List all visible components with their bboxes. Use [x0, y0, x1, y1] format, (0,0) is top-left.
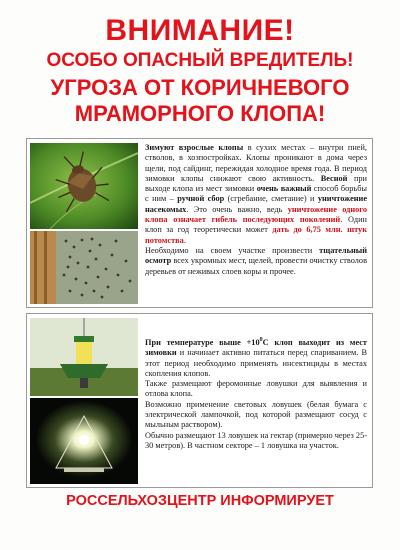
text-degree-sup: 0: [259, 337, 263, 344]
text-exit-wintering: С клоп выходит из мест зимовки: [145, 338, 367, 358]
light-trap-photo: [30, 398, 138, 484]
footer-informs: РОССЕЛЬХОЗЦЕНТР ИНФОРМИРУЕТ: [66, 493, 334, 509]
text-wintering-desc: в сухих местах – внутри пней, стволов, в хозпостройках. Клопы проникают в дома через щели, под сайдинг, пережидая холодное время года. В период зимовки клопы снижают свою активность.: [145, 143, 367, 183]
info-panel-wintering: [26, 138, 373, 308]
text-manual-collection: ручной сбор: [177, 194, 225, 204]
text-destroy-insects: уничтожение насекомых: [145, 194, 368, 214]
text-light-traps: Возможно применение световых ловушек (белая бумага с электрической лампочкой, под которой размещают сосуд с мыльным раствором).: [145, 399, 367, 430]
text-important: . Это очень важно, ведь: [186, 204, 288, 214]
text-very-important: очень важный: [256, 184, 312, 194]
info-panel-traps: [26, 313, 373, 488]
bug-on-leaf-photo: [30, 143, 138, 229]
text-traps-per-hectare: Обычно размещают 13 ловушек на гектар (примерно через 25-30 метров). В частном секторе – 1 ловушка на участок.: [145, 430, 367, 450]
title-threat-line1: УГРОЗА ОТ КОРИЧНЕВОГО: [50, 75, 350, 100]
text-insecticides: и начинает активно питаться перед спариванием. В этот период необходимо применять инсектициды в местах скопления клопов.: [145, 348, 367, 378]
text-offspring-count: дать до 6,75 млн. штук потомства: [145, 225, 367, 245]
title-attention: ВНИМАНИЕ!: [105, 14, 295, 47]
text-thorough-inspection: тщательный осмотр: [145, 245, 367, 266]
text-method: способ борьбы с ним –: [145, 184, 368, 204]
traps-text: [145, 338, 367, 451]
title-dangerous-pest: ОСОБО ОПАСНЫЙ ВРЕДИТЕЛЬ!: [46, 50, 354, 71]
text-period: .: [183, 235, 186, 245]
title-threat-line2: МРАМОРНОГО КЛОПА!: [74, 101, 326, 126]
text-temperature: При температуре выше +10: [145, 338, 260, 347]
text-wintering-adults: Зимуют взрослые клопы: [145, 143, 244, 152]
pheromone-trap-photo: [30, 318, 138, 396]
text-inspection-b: всех укромных мест, щелей, провести очистку стволов деревьев от неживых слоев коры и прочее.: [145, 256, 367, 276]
text-inspection-a: Необходимо на своем участке произвести: [145, 245, 320, 255]
bug-cluster-photo: [30, 231, 138, 304]
text-pheromone-traps: Также размещают феромонные ловушки для выявления и отлова клопа.: [145, 379, 367, 399]
text-spring: Весной: [320, 173, 348, 183]
text-spring-desc: при выходе клопа из мест зимовки: [145, 173, 367, 194]
text-generations-warning: уничтожение одного клопа означает гибель последующих поколений: [145, 204, 367, 225]
text-raking: (сгребание, сметание) и: [224, 194, 318, 204]
text-one-bug: . Один клоп за год теоретически может: [145, 215, 367, 235]
wintering-text: [145, 143, 367, 277]
